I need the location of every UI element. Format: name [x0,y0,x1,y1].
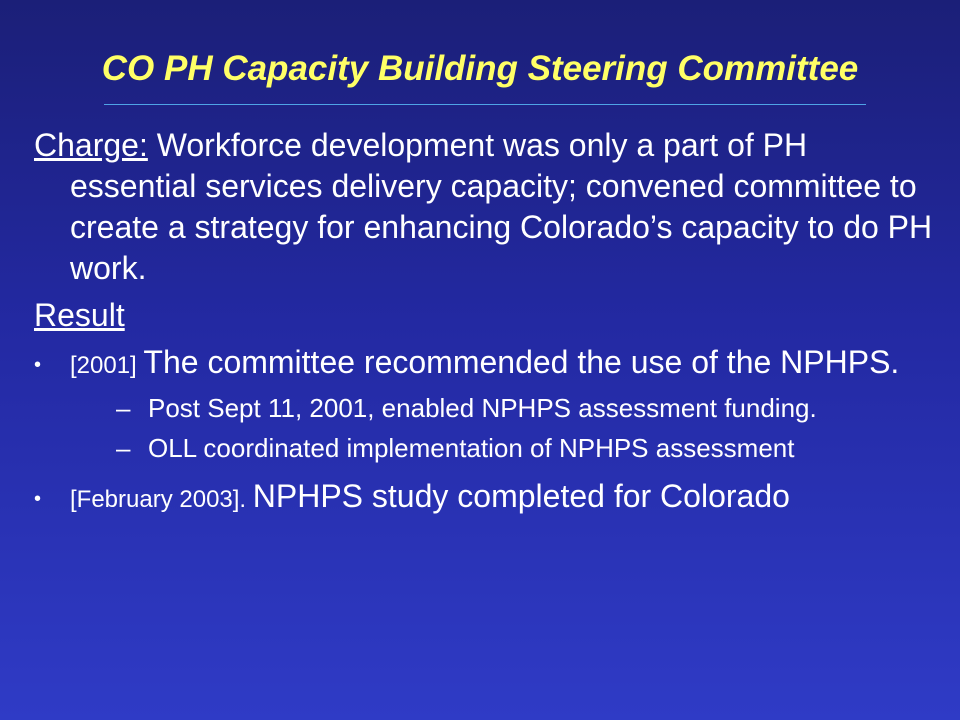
sub-bullet-text: Post Sept 11, 2001, enabled NPHPS assessment funding. [148,393,817,423]
bullet-date: [February 2003]. [70,486,253,513]
bullet-date: [2001] [70,352,144,379]
slide-title: CO PH Capacity Building Steering Committee [101,49,859,88]
bullet-text: NPHPS study completed for Colorado [252,478,790,514]
title-divider [104,104,866,105]
charge-text: Workforce development was only a part of PH essential services delivery capacity; convened committee to create a strategy for enhancing Colorado’s capacity to do PH work. [70,127,933,286]
sub-bullet-item [70,432,934,464]
sub-bullets [70,392,934,464]
bullet-dot-icon: • [34,488,42,510]
bullet-item [34,344,934,464]
charge-label: Charge: [34,127,148,163]
slide-body [34,125,934,518]
result-bullets [34,344,934,518]
dash-icon: – [116,393,131,423]
sub-bullet-item [70,392,934,424]
result-label: Result [34,297,125,333]
charge-paragraph [34,125,934,289]
sub-bullet-text: OLL coordinated implementation of NPHPS assessment [148,433,795,463]
bullet-dot-icon: • [34,354,42,376]
dash-icon: – [116,433,131,463]
bullet-item [34,478,934,518]
bullet-text: The committee recommended the use of the NPHPS. [143,344,900,380]
